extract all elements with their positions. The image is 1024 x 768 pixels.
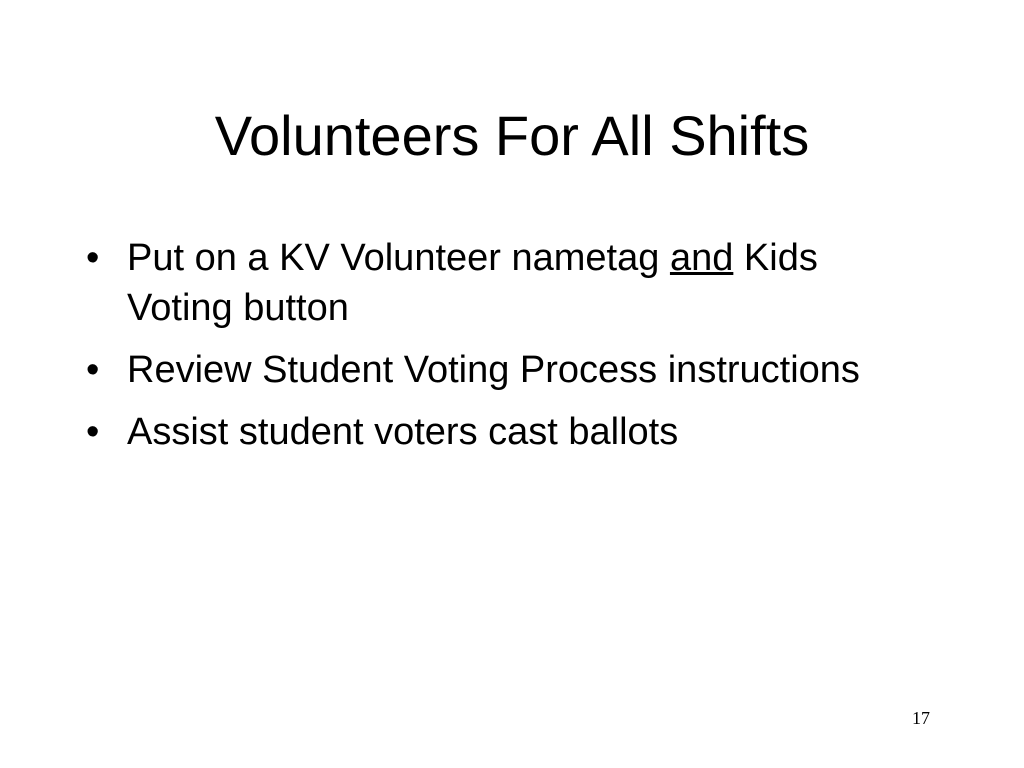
bullet-text: Put on a KV Volunteer nametag [127,237,670,279]
bullet-text: Assist student voters cast ballots [127,411,679,453]
bullet-item-review [86,345,886,395]
bullet-item-assist [86,407,886,457]
bullet-text: Review Student Voting Process instructions [127,349,860,391]
bullet-text: Kids Voting button [127,237,818,329]
bullet-item-nametag [86,233,886,333]
bullet-icon: • [86,237,100,279]
bullet-icon: • [86,411,100,453]
bullet-icon: • [86,349,100,391]
page-number: 17 [912,708,930,728]
bullet-list [86,233,886,469]
slide-title: Volunteers For All Shifts [214,104,810,167]
bullet-emphasis: and [669,237,734,279]
